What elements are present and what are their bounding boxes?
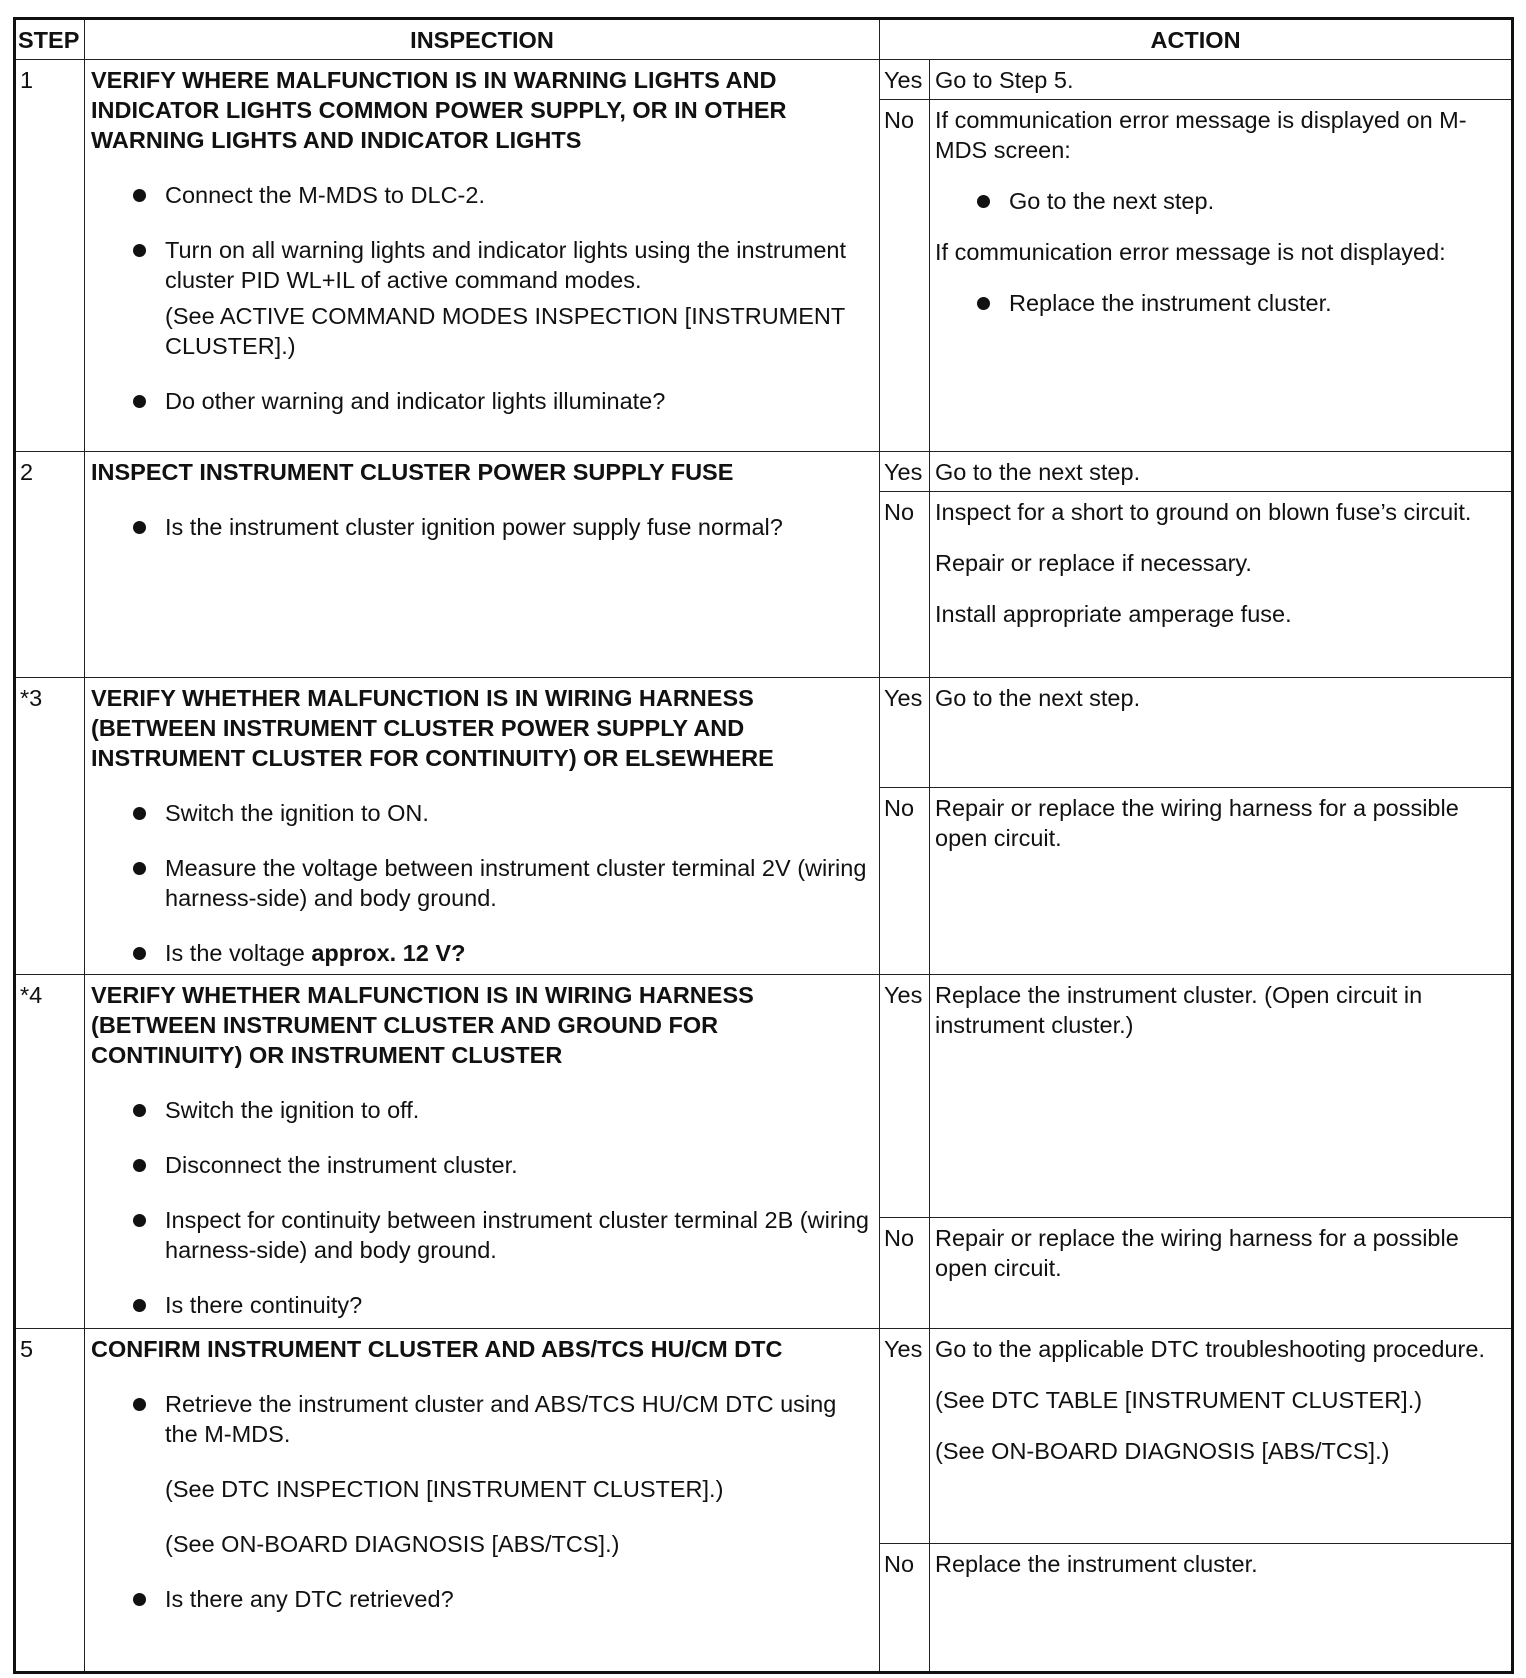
header-step: STEP [15, 19, 85, 60]
action-bullet: Go to the next step. [935, 186, 1503, 216]
header-inspection: INSPECTION [85, 19, 880, 60]
yes-label: Yes [880, 678, 930, 788]
yes-label: Yes [880, 60, 930, 100]
step-4-inspection [85, 975, 880, 1329]
yes-label: Yes [880, 975, 930, 1218]
bullet-text: Is the voltage [165, 940, 312, 966]
step-title: VERIFY WHETHER MALFUNCTION IS IN WIRING HARNESS (BETWEEN INSTRUMENT CLUSTER AND GROUND FOR CONTINUITY) OR INSTRUMENT CLUSTER [91, 982, 754, 1068]
bullet-item: Is the instrument cluster ignition power supply fuse normal? [91, 512, 873, 542]
bullet-item: Measure the voltage between instrument cluster terminal 2V (wiring harness-side) and body ground. [91, 853, 873, 913]
action-text: If communication error message is displayed on M-MDS screen: [935, 107, 1467, 163]
bullet-item: Switch the ignition to off. [91, 1095, 873, 1125]
action-text: Inspect for a short to ground on blown fuse’s circuit. [935, 499, 1472, 525]
yes-action [930, 1329, 1513, 1544]
step-3-yes-row [15, 678, 1513, 788]
step-5-inspection [85, 1329, 880, 1673]
step-title: VERIFY WHERE MALFUNCTION IS IN WARNING LIGHTS AND INDICATOR LIGHTS COMMON POWER SUPPLY, OR IN OTHER WARNING LIGHTS AND INDICATOR LIGHTS [91, 67, 787, 153]
no-label: No [880, 492, 930, 678]
reference-note: (See ACTIVE COMMAND MODES INSPECTION [INSTRUMENT CLUSTER].) [165, 303, 845, 359]
bullet-item: Disconnect the instrument cluster. [91, 1150, 873, 1180]
action-text: (See DTC TABLE [INSTRUMENT CLUSTER].) [935, 1387, 1423, 1413]
reference-note: (See ON-BOARD DIAGNOSIS [ABS/TCS].) [165, 1531, 620, 1557]
troubleshooting-table [13, 17, 1514, 1674]
no-label: No [880, 788, 930, 975]
bullet-item: Inspect for continuity between instrument cluster terminal 2B (wiring harness-side) and body ground. [91, 1205, 873, 1265]
bullet-item: Switch the ignition to ON. [91, 798, 873, 828]
step-title: INSPECT INSTRUMENT CLUSTER POWER SUPPLY FUSE [91, 459, 734, 485]
step-1-yes-row [15, 60, 1513, 100]
yes-action: Go to the next step. [930, 452, 1513, 492]
bullet-item: Is there continuity? [91, 1290, 873, 1320]
reference-note: (See DTC INSPECTION [INSTRUMENT CLUSTER].) [165, 1476, 724, 1502]
yes-action: Go to Step 5. [930, 60, 1513, 100]
bullet-item: Turn on all warning lights and indicator lights using the instrument cluster PID WL+IL of active command modes. [91, 235, 873, 295]
step-4-yes-row [15, 975, 1513, 1218]
bullet-item: Retrieve the instrument cluster and ABS/TCS HU/CM DTC using the M-MDS. [91, 1389, 873, 1449]
no-action: Replace the instrument cluster. [930, 1544, 1513, 1673]
action-bullet: Replace the instrument cluster. [935, 288, 1503, 318]
step-2-yes-row [15, 452, 1513, 492]
step-number: *3 [15, 678, 85, 975]
step-number: 1 [15, 60, 85, 452]
action-text: Go to the applicable DTC troubleshooting procedure. [935, 1336, 1485, 1362]
yes-action: Go to the next step. [930, 678, 1513, 788]
bullet-item: Is there any DTC retrieved? [91, 1584, 873, 1614]
header-row [15, 19, 1513, 60]
step-number: 2 [15, 452, 85, 678]
step-5-yes-row [15, 1329, 1513, 1544]
no-action: Repair or replace the wiring harness for a possible open circuit. [930, 1218, 1513, 1329]
bullet-item: Do other warning and indicator lights illuminate? [91, 386, 873, 416]
spec-value: approx. 12 V? [311, 940, 466, 966]
step-3-inspection [85, 678, 880, 975]
action-text: Repair or replace if necessary. [935, 550, 1252, 576]
no-label: No [880, 1218, 930, 1329]
action-text: (See ON-BOARD DIAGNOSIS [ABS/TCS].) [935, 1438, 1390, 1464]
step-2-inspection [85, 452, 880, 678]
action-text: If communication error message is not displayed: [935, 239, 1446, 265]
no-action: Repair or replace the wiring harness for a possible open circuit. [930, 788, 1513, 975]
yes-label: Yes [880, 452, 930, 492]
bullet-item [91, 938, 873, 968]
troubleshooting-table-sheet [13, 17, 1511, 1674]
step-number: *4 [15, 975, 85, 1329]
no-action [930, 100, 1513, 452]
no-action [930, 492, 1513, 678]
yes-action: Replace the instrument cluster. (Open circuit in instrument cluster.) [930, 975, 1513, 1218]
step-1-inspection [85, 60, 880, 452]
no-label: No [880, 100, 930, 452]
yes-label: Yes [880, 1329, 930, 1544]
step-title: VERIFY WHETHER MALFUNCTION IS IN WIRING HARNESS (BETWEEN INSTRUMENT CLUSTER POWER SUPPLY AND INSTRUMENT CLUSTER FOR CONTINUITY) OR ELSEWHERE [91, 685, 774, 771]
step-number: 5 [15, 1329, 85, 1673]
step-title: CONFIRM INSTRUMENT CLUSTER AND ABS/TCS HU/CM DTC [91, 1336, 783, 1362]
no-label: No [880, 1544, 930, 1673]
action-text: Install appropriate amperage fuse. [935, 601, 1292, 627]
header-action: ACTION [880, 19, 1513, 60]
bullet-item: Connect the M-MDS to DLC-2. [91, 180, 873, 210]
